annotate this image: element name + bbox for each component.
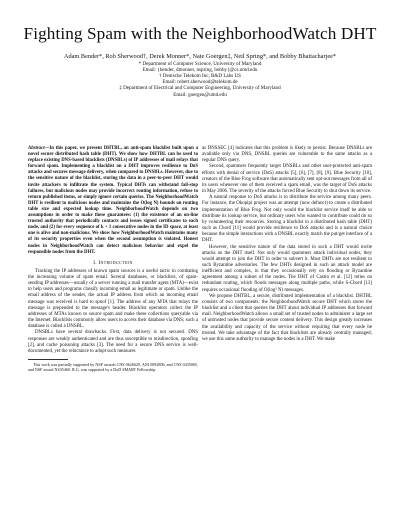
abstract-text: —In this paper, we present DHTBL, an anti-spam blacklist built upon a novel secure distributed hash table (DHT). We show how DHTBL can be used to replace existing DNS-based blacklists (DNSBLs) of IP addresses of mail relays that forward spam. Implementing a blacklist on a DHT improves resilience to DoS attacks and secures message delivery, when compared to DNSBLs. However, due to the sensitive nature of the blacklist, storing the data in a peer-to-peer DHT would invite attackers to infiltrate the system. Typical DHTs can withstand fail-stop failures, but malicious nodes may provide incorrect routing information, refuse to return published items, or simply ignore certain queries. The NeighborhoodWatch DHT is resilient to malicious nodes and maintains the O(log N) bounds on routing table size and expected lookup time. NeighborhoodWatch depends on two assumptions in order to make these guarantees: (1) the existence of an on-line trusted authority that periodically contacts and issues signed certificates to each node, and (2) for every sequence of k + 1 consecutive nodes in the ID space, at least one is alive and non-malicious. We show how NeighborhoodWatch maintains many of its security properties even when the second assumption is violated. Honest nodes in NeighborhoodWatch can detect malicious behavior and expel the responsible nodes from the DHT. xyxy=(28,146,198,255)
footnote-divider xyxy=(28,359,68,360)
affiliation-email: Email: {bender, dmonner, nspring, bobby}@cs.umd.edu xyxy=(142,66,258,73)
body-paragraph: However, the sensitive nature of the data stored in such a DHT would invite attacks on the DHT itself. Not only would spammers attack individual nodes, they would attempt to join the DHT in order to subvert it. Most DHTs are not resilient to such Byzantine adversaries. The few DHTs designed in such an attack model are inefficient and complex, in that they occasionally rely on flooding or Byzantine agreement among a subset of the nodes. The DHT of Castro et al. [12] relies on redundant routing, which floods messages along multiple paths, while S-Chord [13] requires occasional flooding of O(log² N) messages. xyxy=(202,244,372,293)
body-paragraph: Tracking the IP addresses of known spam sources is a useful tactic in combating the increasing volume of spam email. Several databases, or blacklists, of spam-sending IP addresses—usually of a server running a mail transfer agent (MTA)—exist to help users and programs classify incoming email as legitimate or spam. Unlike the email address of the sender, the actual IP address from which an incoming email message was received is hard to spoof [1]. The address of any MTA that relays the message is prepended to the message's header. Blacklist operators collect the IP addresses of MTAs known to source spam and make these collections queryable via the Internet. Blacklists commonly allow users to access their database via DNS; such a database is called a DNSBL. xyxy=(28,268,198,330)
body-paragraph: We propose DHTBL, a secure, distributed implementation of a blacklist. DHTBL consists of two components: the NeighborhoodWatch secure DHT which stores the blacklist and a client that queries the DHT about individual IP addresses that forward mail. NeighborhoodWatch allows a small set of trusted nodes to administer a large set of untrusted nodes that provide secure content delivery. This design greatly increases the availability and capacity of the service without requiring that every node be trusted. We take advantage of the fact that blacklists are already centrally managed; we use this same authority to manage the nodes in a DHT. We make xyxy=(202,293,372,342)
body-paragraph: Second, spammers frequently target DNSBLs and other user-protected anti-spam efforts with denial of service (DoS) attacks [5], [6], [7], [8], [9]. Blue Security [10], creators of the Blue Frog software that automatically sent opt-out messages from all of its users whenever one of them received a spam email, was the target of DoS attacks in May 2006. The severity of the attacks forced Blue Security to shut down its service. xyxy=(202,164,372,195)
left-column xyxy=(28,146,198,372)
affiliation-line: * Department of Computer Science, University of Maryland xyxy=(138,60,262,67)
body-paragraph: as DNSSEC [4] indicates that this problem is likely to persist. Because DNSBLs are available only via DNS, DNSBL queries are vulnerable to the same attacks as a regular DNS query. xyxy=(202,146,372,164)
author-list: Adam Bender*, Rob Sherwood†, Derek Monner*, Nate Goergen‡, Neil Spring*, and Bobby Bhattacharjee* xyxy=(63,53,337,60)
section-heading: I. Introduction xyxy=(93,259,133,266)
affiliation-email: Email: goergen@umd.edu xyxy=(173,91,227,98)
body-paragraph: A natural response to DoS attacks is to distribute the service among many peers. For instance, the Okopipi project was an attempt (now defunct) to create a distributed implementation of Blue Frog. Not only would the blacklist service itself be able to distribute its lookup service, but ordinary users who wanted to contribute could do so by volunteering their resources. Storing a blacklist in a distributed hash table (DHT) such as Chord [11] would provide resilience to DoS attacks and is a natural choice because the simple interactions with a DNSBL exactly match the put/get interface of a DHT. xyxy=(202,195,372,244)
author-block xyxy=(0,53,400,98)
affiliation-line: † Deutsche Telekom Inc, R&D Labs US xyxy=(158,73,242,79)
affiliation-line: ‡ Department of Electrical and Computer Engineering, University of Maryland xyxy=(119,85,281,92)
right-column xyxy=(202,146,372,343)
affiliation-email: Email: robert.sherwood@telekom.de xyxy=(162,79,238,86)
body-paragraph: DNSBLs have several drawbacks. First, data delivery is not secured. DNS responses are weakly authenticated and are thus susceptible to misdirection, spoofing [2], and cache poisoning attacks [3]. The need for a secure DNS service is well-documented, yet the reluctance to adopt such measures xyxy=(28,330,198,354)
abstract-label: Abstract xyxy=(28,146,45,151)
footnote: This work was partially supported by NSF awards CNS 0626629, ANI 0092806, and CNS 0435065, and NSF award NS35460. R.G. was supported by a DoD SMART Fellowship. xyxy=(28,362,198,373)
abstract xyxy=(28,146,198,256)
paper-title: Fighting Spam with the NeighborhoodWatch DHT xyxy=(23,24,377,43)
